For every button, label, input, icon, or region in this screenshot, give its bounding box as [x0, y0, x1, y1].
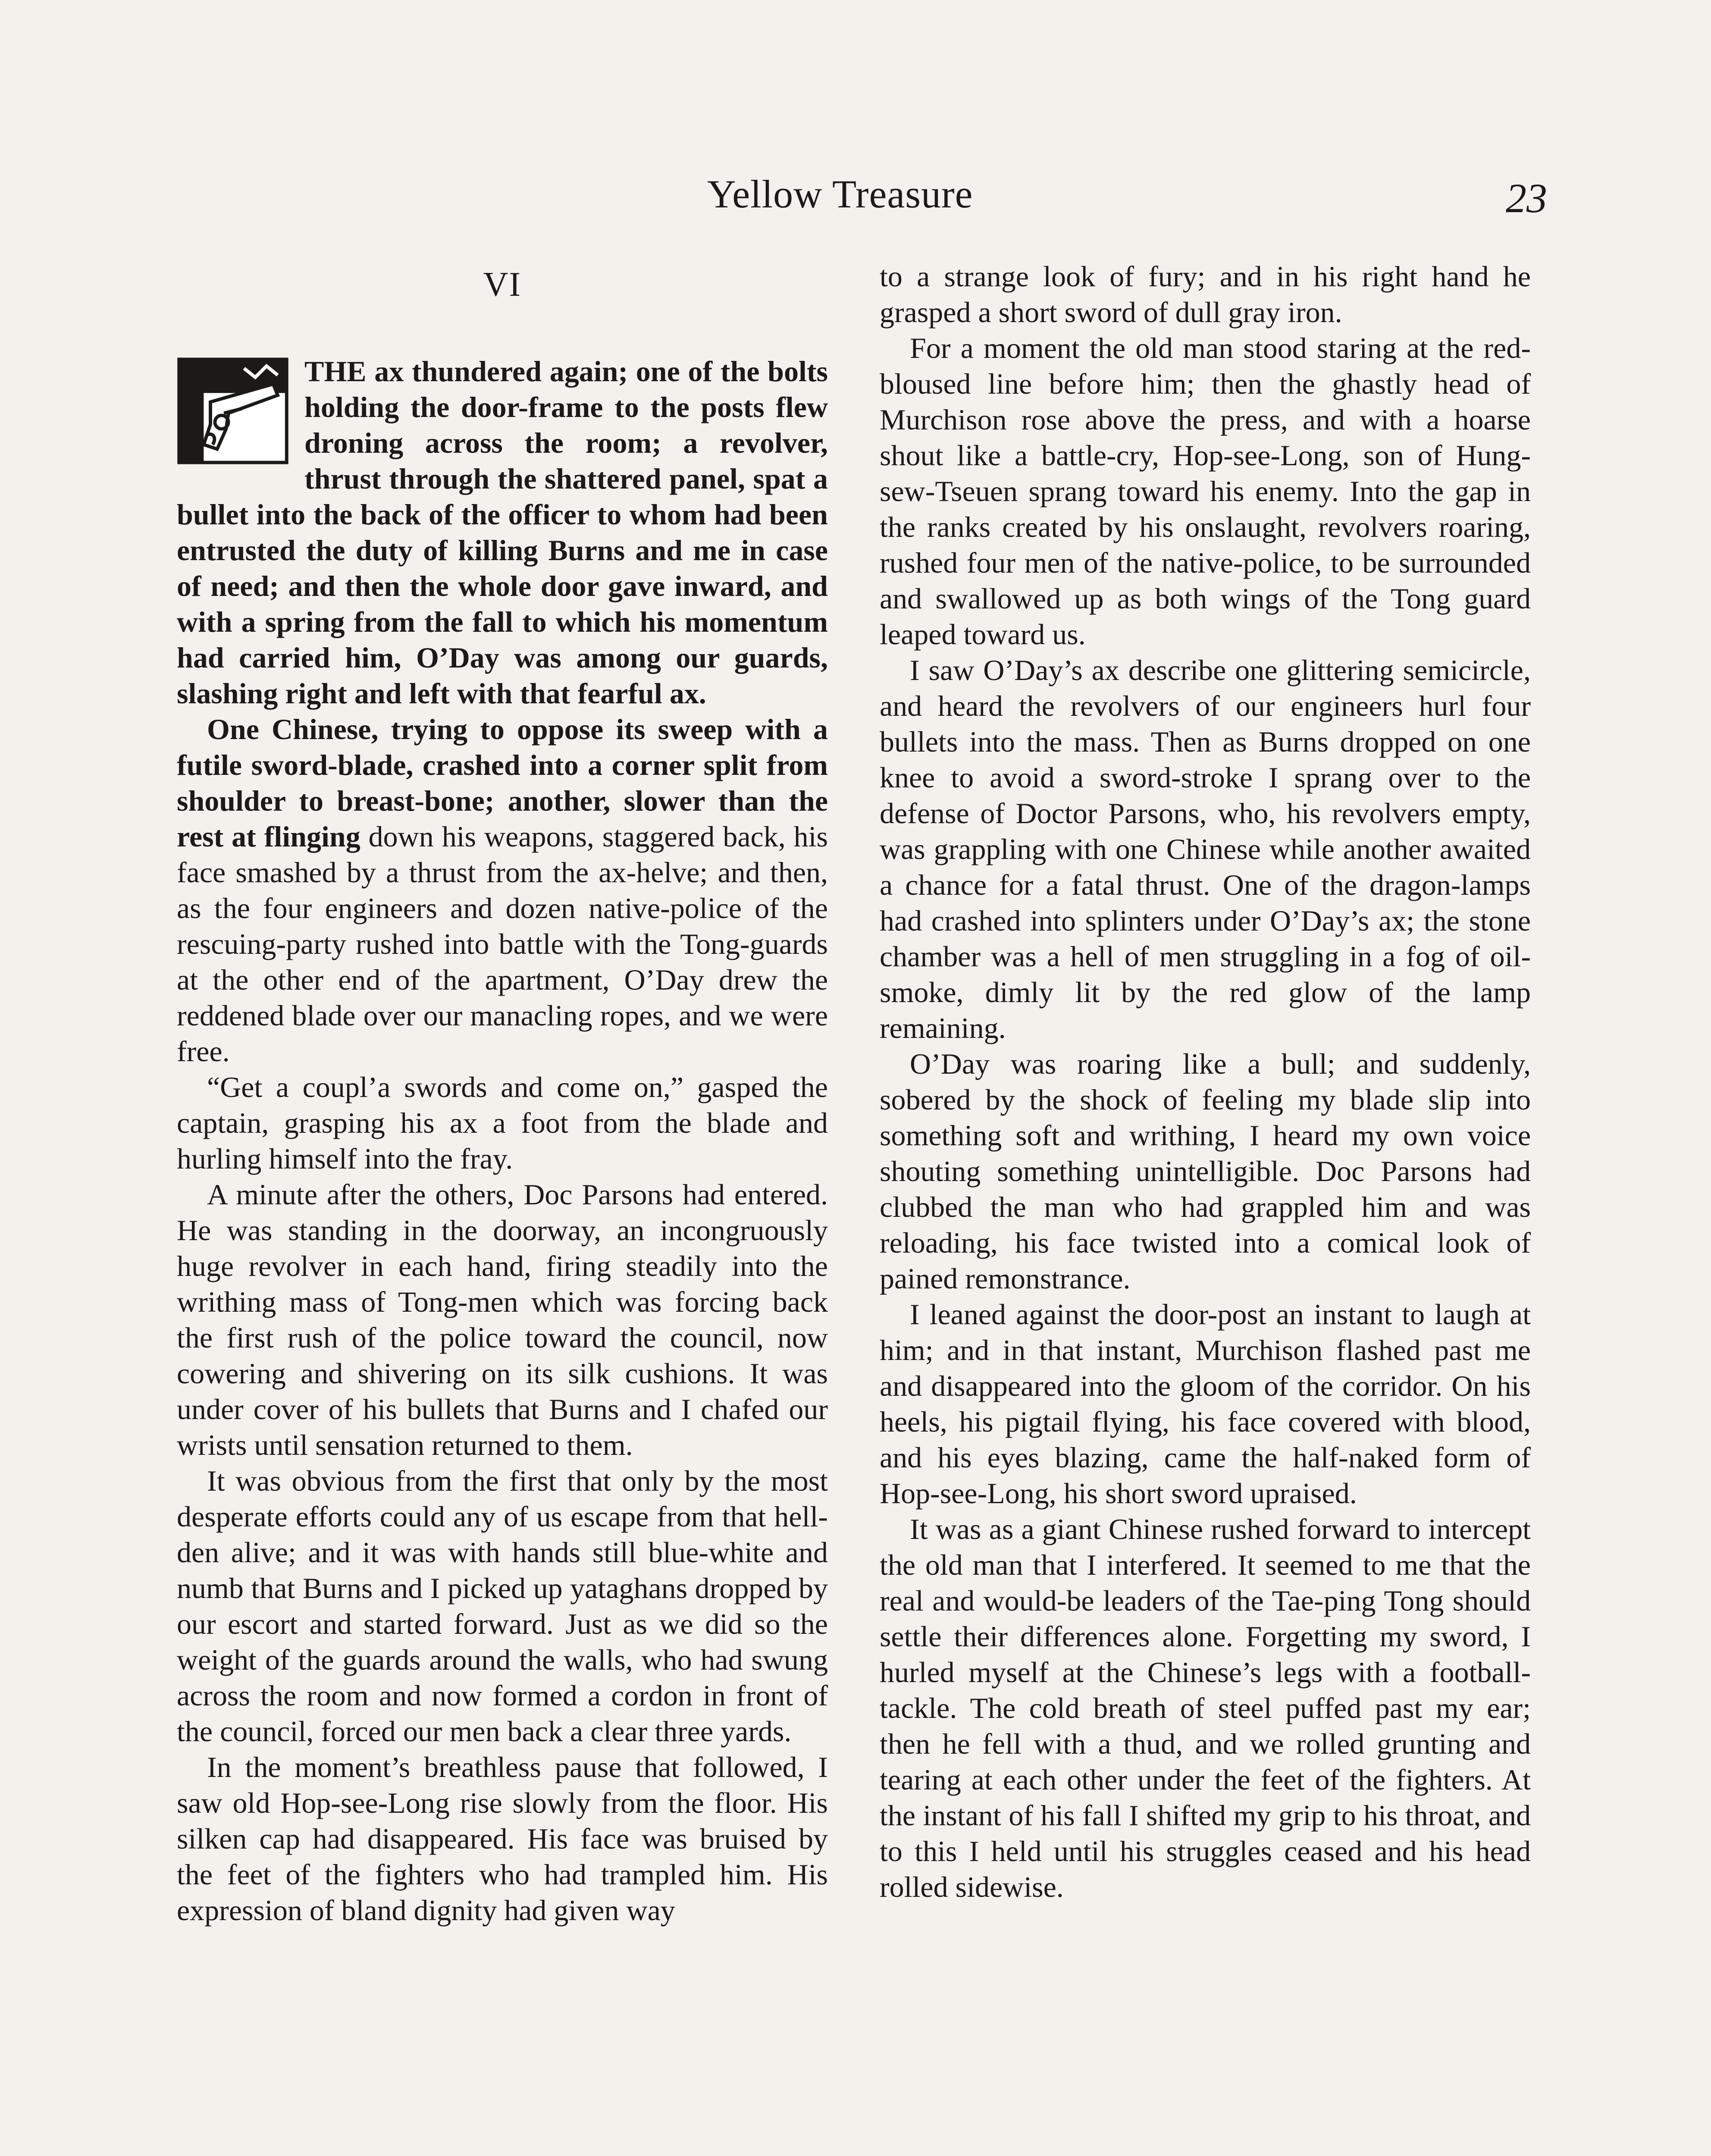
section-heading: VI: [483, 266, 522, 304]
paragraph-chinese-sweep-rest: down his weapons, staggered back, his face smashed by a thrust from the ax-helve; and then, as the four engineers and dozen native-police of the rescuing-party rushed into battle with the Tong-guards at the other end of the apartment, O’Day drew the reddened blade over our manacling ropes, and we were free.: [177, 820, 828, 1068]
running-title: Yellow Treasure: [707, 172, 973, 216]
right-column: [880, 259, 1531, 2156]
paragraph-escape: It was obvious from the first that only by the most desperate efforts could any of us escape from that hell-den alive; and it was with hands still blue-white and numb that Burns and I picked up yataghans dropped by our escort and started forward. Just as we did so the weight of the guards around the walls, who had swung across the room and now formed a cordon in front of the council, forced our men back a clear three yards.: [177, 1464, 828, 1748]
paragraph-glittering-semicircle: I saw O’Day’s ax describe one glittering semicircle, and heard the revolvers of our engineers hurl four bullets into the mass. Then as Burns dropped on one knee to avoid a sword-stroke I sprang over to the defense of Doctor Parsons, who, his revolvers empty, was grappling with one Chinese while another awaited a chance for a fatal thrust. One of the dragon-lamps had crashed into splinters under O’Day’s ax; the stone chamber was a hell of men struggling in a fog of oil-smoke, dimly lit by the red glow of the lamp remaining.: [880, 654, 1531, 1044]
page-number: 23: [1506, 175, 1547, 221]
paragraph-murchison: For a moment the old man stood staring at the red-bloused line before him; then the ghastly head of Murchison rose above the press, and with a hoarse shout like a battle-cry, Hop-see-Long, son of Hung-sew-Tseuen sprang toward his enemy. Into the gap in the ranks created by his onslaught, revolvers roaring, rushed four men of the native-police, to be surrounded and swallowed up as both wings of the Tong guard leaped toward us.: [880, 332, 1531, 651]
paragraph-hop-see-long-rises: In the moment’s breathless pause that followed, I saw old Hop-see-Long rise slowly from the floor. His silken cap had disappeared. His face was bruised by the feet of the fighters who had trampled him. His expression of bland dignity had given way: [177, 1751, 828, 1927]
paragraph-doc-parsons: A minute after the others, Doc Parsons had entered. He was standing in the doorway, an incongruously huge revolver in each hand, firing steadily into the writhing mass of Tong-men which was forcing back the first rush of the police toward the council, now cowering and shivering on its silk cushions. It was under cover of his bullets that Burns and I chafed our wrists until sensation returned to them.: [177, 1178, 828, 1461]
paragraph-door-post: I leaned against the door-post an instant to laugh at him; and in that instant, Murchison flashed past me and disappeared into the gloom of the corridor. On his heels, his pigtail flying, his face covered with blood, and his eyes blazing, came the half-naked form of Hop-see-Long, his short sword upraised.: [880, 1298, 1531, 1510]
paragraph-chinese-sweep-bold: One Chinese, trying to oppose its sweep with a futile sword-blade, crashed into a corner split from shoulder to breast-bone; another, slower than the rest at flinging: [177, 713, 828, 853]
paragraph-captain: “Get a coupl’a swords and come on,” gasped the captain, grasping his ax a foot from the blade and hurling himself into the fray.: [177, 1071, 828, 1175]
paragraph-continuation: to a strange look of fury; and in his right hand he grasped a short sword of dull gray iron.: [880, 260, 1531, 329]
left-column: [177, 259, 828, 2156]
paragraph-oday-roaring: O’Day was roaring like a bull; and suddenly, sobered by the shock of feeling my blade slip into something soft and writhing, I heard my own voice shouting something unintelligible. Doc Parsons had clubbed the man who had grappled him and was reloading, his face twisted into a comical look of pained remonstrance.: [880, 1047, 1531, 1295]
revolver-vignette-icon: [177, 357, 289, 465]
page-header: [0, 160, 1711, 229]
paragraph-chinese-sweep: [177, 711, 828, 1069]
paragraph-football-tackle: It was as a giant Chinese rushed forward to intercept the old man that I interfered. It seemed to me that the real and would-be leaders of the Tae-ping Tong should settle their differences alone. Forgetting my sword, I hurled myself at the Chinese’s legs with a football-tackle. The cold breath of steel puffed past my ear; then he fell with a thud, and we rolled grunting and tearing at each other under the feet of the fighters. At the instant of his fall I shifted my grip to his throat, and to this I held until his struggles ceased and his head rolled sidewise.: [880, 1513, 1531, 1903]
paragraph-opening: THE ax thundered again; one of the bolts holding the door-frame to the posts flew droning across the room; a revolver, thrust through the shattered panel, spat a bullet into the back of the officer to whom had been entrusted the duty of killing Burns and me in case of need; and then the whole door gave inward, and with a spring from the fall to which his momentum had carried him, O’Day was among our guards, slashing right and left with that fearful ax.: [177, 355, 828, 710]
